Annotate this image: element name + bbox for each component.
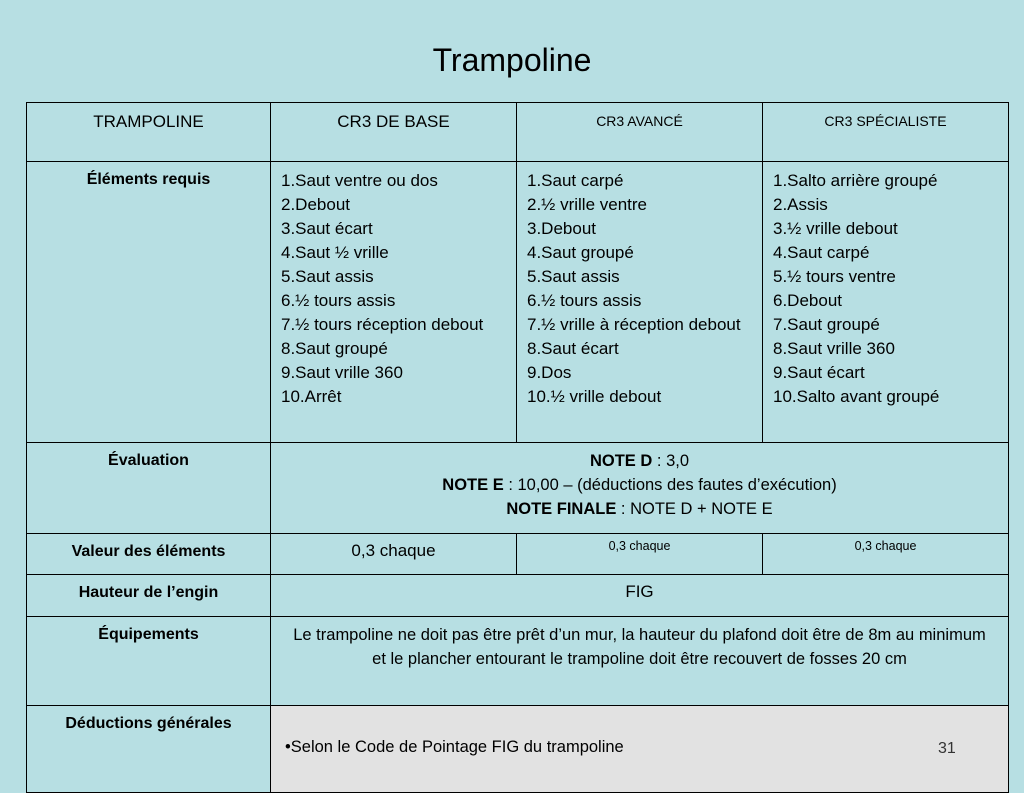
equipements-label: Équipements <box>98 626 199 643</box>
list-item: 9.Saut vrille 360 <box>281 363 403 382</box>
list-item: 9.Dos <box>527 363 572 382</box>
evaluation-label-cell <box>27 443 271 534</box>
deductions-value-cell <box>271 706 1009 793</box>
elements-row <box>27 162 1009 443</box>
list-item: 4.Saut carpé <box>773 243 870 262</box>
equipements-row <box>27 617 1009 706</box>
list-item: 8.Saut écart <box>527 339 619 358</box>
elements-label-cell <box>27 162 271 443</box>
list-item: 5.½ tours ventre <box>773 267 896 286</box>
evaluation-row <box>27 443 1009 534</box>
elements-avance-cell <box>517 162 763 443</box>
valeur-row <box>27 534 1009 575</box>
list-item: 3.½ vrille debout <box>773 219 898 238</box>
list-item: 1.Saut ventre ou dos <box>281 171 438 190</box>
header-cr3-specialiste: CR3 SPÉCIALISTE <box>824 113 947 129</box>
note-finale-label: NOTE FINALE <box>506 500 617 518</box>
valeur-avance: 0,3 chaque <box>608 539 671 553</box>
list-item: 10.½ vrille debout <box>527 387 662 406</box>
note-finale-value: : NOTE D + NOTE E <box>616 500 773 518</box>
hauteur-label: Hauteur de l’engin <box>78 584 219 601</box>
list-item: 9.Saut écart <box>773 363 865 382</box>
hauteur-value-cell <box>271 575 1009 617</box>
list-item: 2.Debout <box>281 195 350 214</box>
list-item: 3.Saut écart <box>281 219 373 238</box>
list-item: 7.½ tours réception debout <box>281 315 484 334</box>
valeur-label-cell <box>27 534 271 575</box>
valeur-label: Valeur des éléments <box>71 543 226 560</box>
header-cell-base <box>271 103 517 162</box>
note-e-label: NOTE E <box>442 476 504 494</box>
evaluation-label: Évaluation <box>108 452 189 469</box>
equipements-value: Le trampoline ne doit pas être prêt d’un mur, la hauteur du plafond doit être de 8m au minimum et le plancher entourant le trampoline doit être recouvert de fosses 20 cm <box>293 626 986 668</box>
deductions-value: •Selon le Code de Pointage FIG du trampoline <box>285 738 624 756</box>
valeur-specialiste: 0,3 chaque <box>854 539 917 553</box>
deductions-label-cell <box>27 706 271 793</box>
elements-base-list <box>271 162 516 413</box>
list-item: 8.Saut groupé <box>281 339 388 358</box>
list-item: 8.Saut vrille 360 <box>773 339 895 358</box>
header-cell-specialiste <box>763 103 1009 162</box>
header-cr3-avance: CR3 AVANCÉ <box>596 113 683 129</box>
list-item: 7.½ vrille à réception debout <box>527 315 741 334</box>
list-item: 10.Salto avant groupé <box>773 387 940 406</box>
note-e-line <box>271 473 1008 497</box>
note-finale-line <box>271 497 1008 521</box>
evaluation-value-cell <box>271 443 1009 534</box>
page-number: 31 <box>938 740 956 757</box>
list-item: 6.½ tours assis <box>281 291 396 310</box>
header-trampoline: TRAMPOLINE <box>93 112 204 131</box>
evaluation-content <box>271 443 1008 521</box>
note-d-label: NOTE D <box>589 452 653 470</box>
deductions-row <box>27 706 1009 793</box>
header-cell-trampoline <box>27 103 271 162</box>
header-row <box>27 103 1009 162</box>
equipements-value-cell <box>271 617 1009 706</box>
hauteur-row <box>27 575 1009 617</box>
slide-title: Trampoline <box>432 42 592 78</box>
header-cr3-base: CR3 DE BASE <box>337 112 450 131</box>
note-e-value: : 10,00 – (déductions des fautes d’exécution) <box>503 476 837 494</box>
hauteur-label-cell <box>27 575 271 617</box>
list-item: 7.Saut groupé <box>773 315 880 334</box>
elements-base-cell <box>271 162 517 443</box>
elements-avance-list <box>517 162 762 413</box>
list-item: 1.Salto arrière groupé <box>773 171 938 190</box>
elements-label: Éléments requis <box>86 171 211 188</box>
elements-specialiste-list <box>763 162 1008 413</box>
list-item: 6.½ tours assis <box>527 291 642 310</box>
trampoline-table <box>26 102 1009 793</box>
valeur-specialiste-cell <box>763 534 1009 575</box>
list-item: 4.Saut ½ vrille <box>281 243 389 262</box>
list-item: 4.Saut groupé <box>527 243 634 262</box>
valeur-base: 0,3 chaque <box>351 541 436 560</box>
equipements-label-cell <box>27 617 271 706</box>
list-item: 3.Debout <box>527 219 596 238</box>
list-item: 2.Assis <box>773 195 828 214</box>
hauteur-value: FIG <box>625 582 654 601</box>
elements-specialiste-cell <box>763 162 1009 443</box>
list-item: 2.½ vrille ventre <box>527 195 647 214</box>
valeur-avance-cell <box>517 534 763 575</box>
note-d-value: : 3,0 <box>652 452 690 470</box>
list-item: 5.Saut assis <box>281 267 374 286</box>
deductions-label: Déductions générales <box>65 715 232 732</box>
list-item: 6.Debout <box>773 291 842 310</box>
header-cell-avance <box>517 103 763 162</box>
list-item: 10.Arrêt <box>281 387 342 406</box>
list-item: 5.Saut assis <box>527 267 620 286</box>
valeur-base-cell <box>271 534 517 575</box>
list-item: 1.Saut carpé <box>527 171 624 190</box>
note-d-line <box>271 449 1008 473</box>
